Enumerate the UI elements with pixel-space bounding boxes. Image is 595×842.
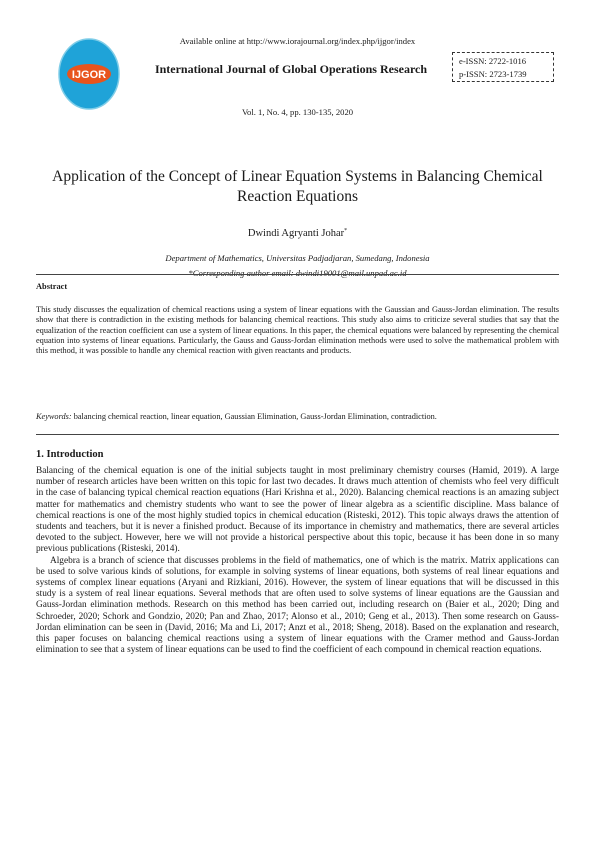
divider-bottom: [36, 434, 559, 435]
author-line: [0, 228, 595, 239]
paper-title: Application of the Concept of Linear Equation Systems in Balancing Chemical Reaction Equations: [52, 168, 543, 205]
paragraph: Algebra is a branch of science that discusses problems in the field of mathematics, one of which is the matrix. Matrix applications can be used to solve various kinds of solutions, for example in solving systems of linear equations, both systems of real linear equations and systems of complex linear equations (Aryani and Rizkiani, 2016). However, the system of linear equations that will be discussed in this study is a system of real linear equations. Several methods that are often used to solve systems of linear equations are the Gaussian and Gauss-Jordan elimination methods. Research on this method has been carried out, including research on (Baier et al., 2020; Ding and Schroeder, 2020; Schork and Gondzio, 2020; Pan and Zhao, 2017; Alonso et al., 2010; Geng et al., 2013). Then some research on Gauss-Jordan elimination can be seen in (David, 2016; Ma and Li, 2017; Anzt et al., 2018; Sheng, 2018). Based on the explanation and research, this paper focuses on balancing chemical reactions using a system of linear equations with the Cramer method and Gauss-Jordan elimination to see that a system of linear equations can be used to find the coefficient of each compound in chemical reaction equations.: [36, 555, 559, 656]
logo-text: IJGOR: [71, 69, 107, 81]
paragraph: Balancing of the chemical equation is one of the initial subjects taught in most preliminary chemistry courses (Hamid, 2019). A large number of research articles have been written on this topic for last two decades. It draws much attention of chemists who feel very difficult in the case of balancing typical chemical reaction equations (Hari Krishna et al., 2020). Balancing chemical reactions is an amazing subject matter for mathematics and chemistry students who want to see the power of linear algebra as a scientific discipline. Mass balance of chemical reactions is one of the most highly studied topics in chemical education (Risteski, 2012). This topic always draws the attention of students and teachers, but it is never a finished product. Because of its importance in chemistry and mathematics, there are several articles devoted to the subject. However, here we will not provide a historical perspective about this topic, because it has been done in so many previous publications (Risteski, 2014).: [36, 466, 559, 555]
volume-info: Vol. 1, No. 4, pp. 130-135, 2020: [241, 107, 354, 117]
keywords-label: Keywords:: [36, 412, 72, 421]
author-mark: *: [344, 228, 348, 234]
journal-title: International Journal of Global Operations Research: [154, 62, 428, 76]
eissn: e-ISSN: 2722-1016: [459, 56, 527, 66]
divider-top: [36, 274, 559, 275]
issn-box: [452, 52, 554, 82]
author-name: Dwindi Agryanti Johar: [247, 228, 345, 239]
keywords: [36, 412, 559, 421]
introduction-body: [36, 466, 559, 656]
availability-line: Available online at http://www.iorajournal.org/index.php/ijgor/index: [179, 36, 416, 46]
pissn: p-ISSN: 2723-1739: [459, 69, 527, 79]
section-heading-introduction: 1. Introduction: [36, 449, 104, 460]
affiliation-block: [0, 251, 595, 281]
journal-logo: [58, 38, 120, 110]
affiliation: Department of Mathematics, Universitas Padjadjaran, Sumedang, Indonesia: [165, 253, 430, 263]
corresponding-email: *Corresponding author email: dwindi19001@mail.unpad.ac.id: [188, 268, 407, 278]
abstract-text: This study discusses the equalization of chemical reactions using a system of linear equations with the Gaussian and Gauss-Jordan elimination. The results show that there is contradiction in the existing methods for balancing chemical reactions. This study also aims to criticize several studies that say that the equalization of the reaction coefficient can use a system of linear equations. In this paper, the chemical equations were balanced by representing the chemical equation into systems of linear equations. Particularly, the Gauss and Gauss-Jordan elimination methods were used to solve the mathematical problem with this method, it was possible to handle any chemical reaction with given reactants and products.: [36, 305, 559, 356]
abstract-heading: Abstract: [36, 282, 68, 291]
keywords-text: balancing chemical reaction, linear equation, Gaussian Elimination, Gauss-Jordan Elimination, contradiction.: [71, 412, 437, 421]
